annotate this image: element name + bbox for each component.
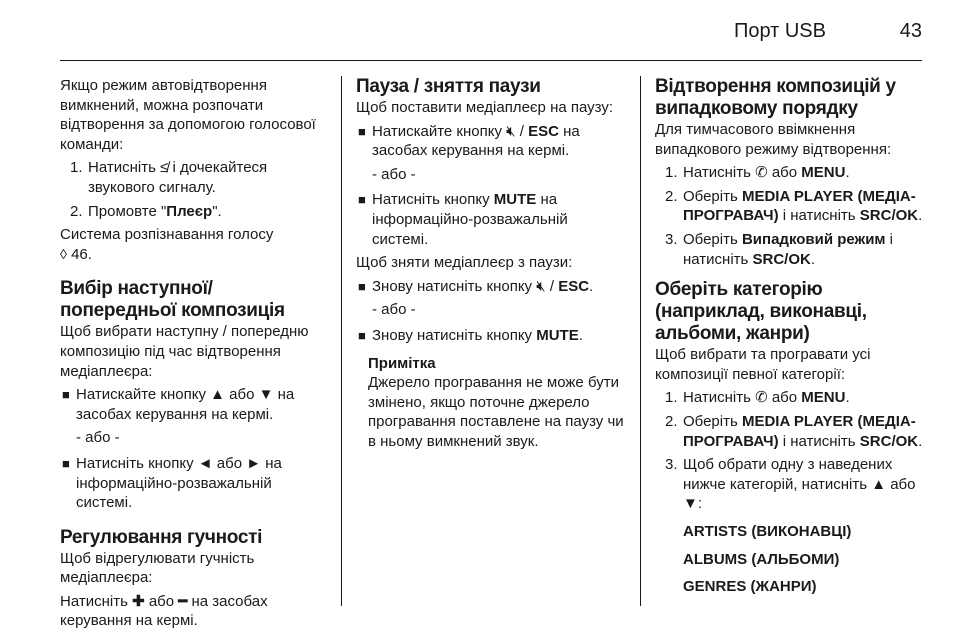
list-item: 1. Натисніть ≰ і дочекайтеся звукового сигналу. [70, 159, 268, 196]
phone-icon: ✆ [755, 164, 768, 182]
list-item: ■ Знову натисніть кнопку 🔇︎ / ESC. [358, 277, 594, 295]
note-box [356, 354, 626, 452]
page-number: 43 [899, 20, 922, 42]
or-separator: - або - [372, 165, 416, 183]
mute-icon: 🔇︎ [506, 122, 516, 140]
bullet-icon: ■ [358, 123, 366, 139]
plus-icon: ✚ [132, 592, 145, 610]
heading-pause: Пауза / зняття паузи [356, 76, 541, 97]
category-albums: ALBUMS (АЛЬБОМИ) [683, 550, 840, 568]
volume-intro: Щоб відрегулювати гучність медіаплеєра: [60, 549, 255, 587]
mute-icon: 🔇︎ [536, 277, 546, 295]
heading-volume: Регулювання гучності [60, 526, 263, 548]
heading-next-track: Вибір наступної/попередньої композиція [60, 278, 285, 322]
list-item: ■ Натискайте кнопку ▲ або ▼ на засобах керування на кермі. [62, 386, 295, 423]
list-item: ■ Натисніть кнопку ◄ або ► на інформаційно-розважальній системі. [62, 454, 282, 512]
list-item: ■ Знову натисніть кнопку MUTE. [358, 326, 583, 344]
bullet-icon: ■ [62, 387, 70, 403]
note-title: Примітка [368, 354, 436, 372]
phone-icon: ✆ [755, 389, 768, 407]
note-text: Джерело програвання не може бути змінено, якщо поточне джерело програвання поставлене на паузу чи в ньому вимкнений звук. [368, 374, 624, 450]
column-3 [655, 76, 923, 601]
column-1 [60, 76, 328, 631]
list-item: 2. Промовте "Плеєр". [70, 202, 222, 220]
bullet-icon: ■ [62, 455, 70, 471]
unpause-intro: Щоб зняти медіаплеєр з паузи: [356, 254, 573, 272]
category-intro: Щоб вибрати та програвати усі композиції певної категорії: [655, 346, 871, 383]
list-item: 1. Натисніть ✆ або MENU. [665, 164, 850, 182]
bullet-icon: ■ [358, 327, 366, 343]
list-item: 2. Оберіть MEDIA PLAYER (МЕДІА-ПРОГРАВАЧ) і натисніть SRC/OK. [665, 187, 923, 225]
category-artists: ARTISTS (ВИКОНАВЦІ) [683, 522, 852, 540]
pause-intro: Щоб поставити медіаплеєр на паузу: [356, 99, 614, 116]
voice-reference: Система розпізнавання голосу ◊ 46. [60, 226, 274, 263]
list-item: ■ Натисніть кнопку MUTE на інформаційно-розважальній системі. [358, 191, 568, 248]
or-separator: - або - [76, 429, 120, 447]
bullet-icon: ■ [358, 278, 366, 294]
list-item: 3. Щоб обрати одну з наведених нижче категорій, натисніть ▲ або ▼: ARTISTS (ВИКОНАВЦІ) ALBUMS (АЛЬБОМИ) GENRES (ЖАНРИ) [655, 455, 923, 597]
shuffle-intro: Для тимчасового ввімкнення випадкового режиму відтворення: [655, 121, 892, 158]
list-item: ■ Натискайте кнопку 🔇︎ / ESC на засобах керування на кермі. [358, 122, 580, 160]
minus-icon: ━ [178, 592, 188, 610]
next-intro: Щоб вибрати наступну / попередню композицію під час відтворення медіаплеєра: [60, 323, 309, 380]
header-rule [60, 60, 922, 61]
bullet-icon: ■ [358, 192, 366, 208]
category-genres: GENRES (ЖАНРИ) [683, 578, 817, 596]
heading-shuffle: Відтворення композицій у випадковому порядку [655, 76, 896, 119]
list-item: 1. Натисніть ✆ або MENU. [665, 389, 850, 407]
voice-steps [60, 158, 328, 221]
column-divider [640, 76, 641, 606]
heading-category: Оберіть категорію (наприклад, виконавці, альбоми, жанри) [655, 279, 867, 345]
page-title: Порт USB [733, 20, 826, 42]
column-divider [341, 76, 342, 606]
reference-arrow-icon: ◊ [60, 245, 67, 262]
list-item: 3. Оберіть Випадковий режим і натисніть SRC/OK. [665, 230, 894, 268]
autoplay-intro: Якщо режим автовідтворення вимкнений, можна розпочати відтворення за допомогою голосової команди: [60, 77, 316, 153]
page-header [60, 12, 922, 52]
column-2 [356, 76, 626, 452]
voice-icon: ≰ [160, 159, 169, 177]
volume-text: Натисніть ✚ або ━ на засобах керування на кермі. [60, 592, 268, 630]
list-item: 2. Оберіть MEDIA PLAYER (МЕДІА-ПРОГРАВАЧ) і натисніть SRC/OK. [665, 412, 923, 450]
or-separator: - або - [372, 301, 416, 319]
